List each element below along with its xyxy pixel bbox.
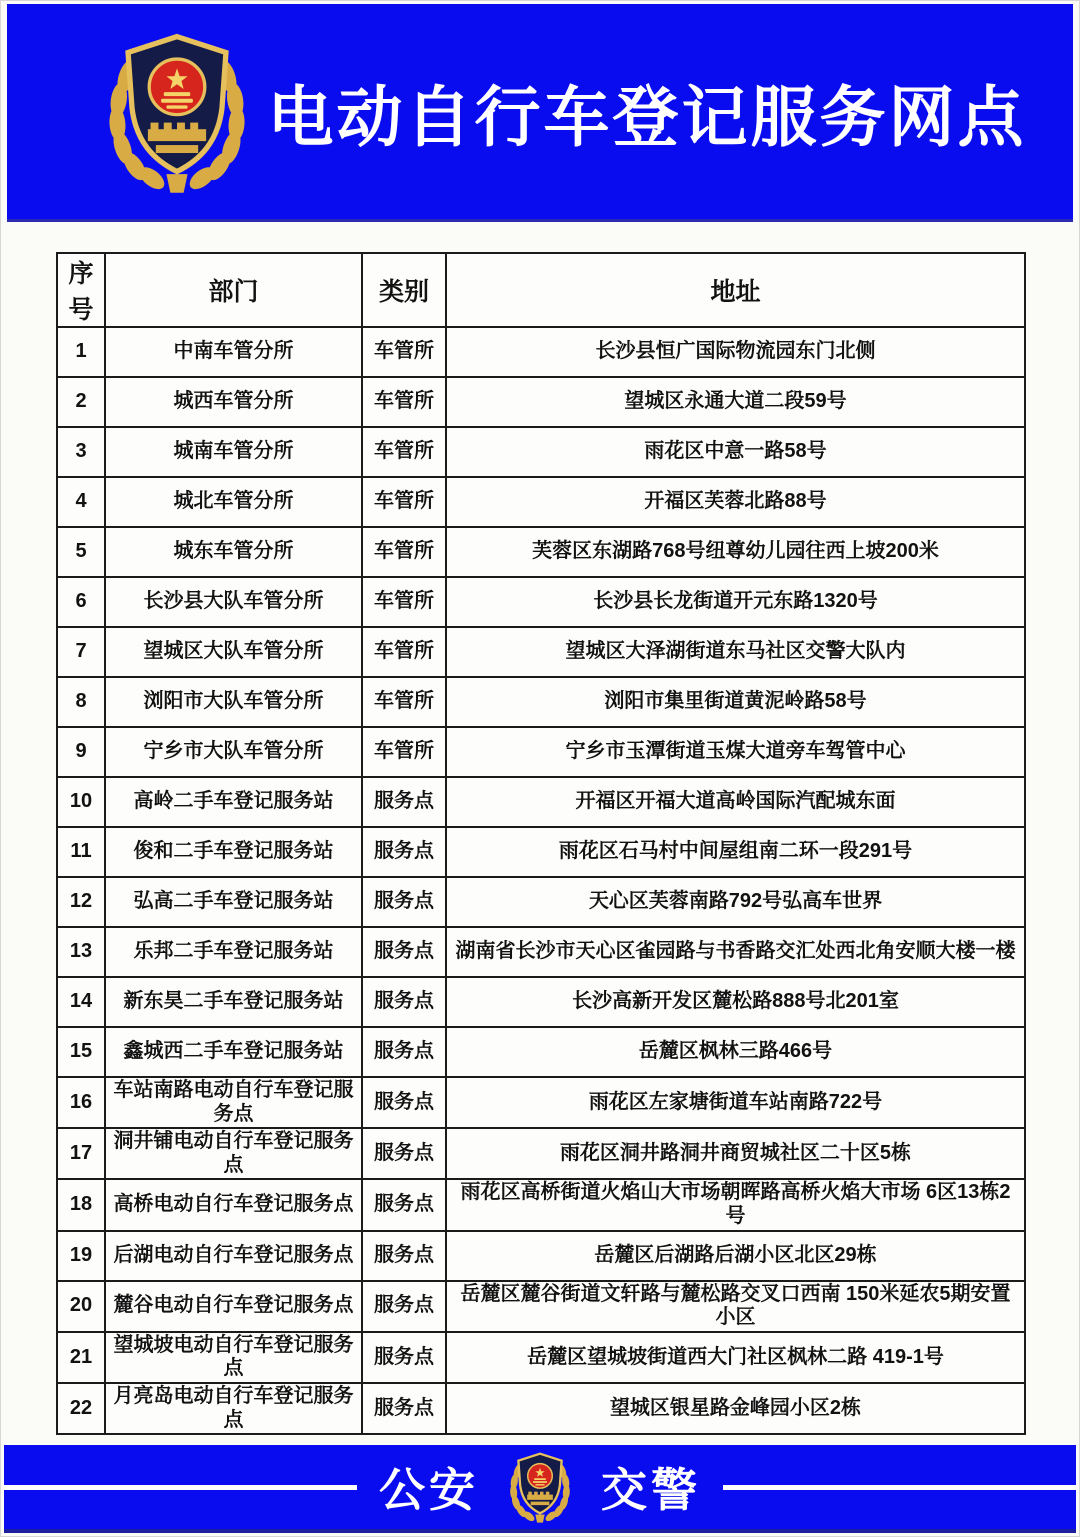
- dept-cell: 高岭二手车登记服务站: [105, 777, 362, 827]
- row-number-cell: 3: [57, 427, 105, 477]
- table-row: [57, 1231, 1025, 1281]
- category-cell: 服务点: [362, 877, 446, 927]
- category-cell: 服务点: [362, 1231, 446, 1281]
- row-number-cell: 17: [57, 1128, 105, 1179]
- row-number-cell: 5: [57, 527, 105, 577]
- category-cell: 车管所: [362, 577, 446, 627]
- address-cell: 岳麓区枫林三路466号: [446, 1027, 1025, 1077]
- category-cell: 服务点: [362, 1332, 446, 1383]
- category-cell: 服务点: [362, 1281, 446, 1332]
- dept-cell: 鑫城西二手车登记服务站: [105, 1027, 362, 1077]
- category-cell: 服务点: [362, 977, 446, 1027]
- address-cell: 雨花区左家塘街道车站南路722号: [446, 1077, 1025, 1128]
- address-cell: 雨花区高桥街道火焰山大市场朝晖路高桥火焰大市场 6区13栋2号: [446, 1179, 1025, 1230]
- table-row: [57, 1179, 1025, 1230]
- table-row: [57, 827, 1025, 877]
- header-banner: [7, 4, 1073, 222]
- service-points-table: [56, 252, 1026, 1435]
- address-cell: 湖南省长沙市天心区雀园路与书香路交汇处西北角安顺大楼一楼: [446, 927, 1025, 977]
- row-number-cell: 13: [57, 927, 105, 977]
- dept-cell: 弘高二手车登记服务站: [105, 877, 362, 927]
- dept-cell: 麓谷电动自行车登记服务点: [105, 1281, 362, 1332]
- table-body: [57, 327, 1025, 1434]
- row-number-cell: 6: [57, 577, 105, 627]
- dept-cell: 城南车管分所: [105, 427, 362, 477]
- category-cell: 车管所: [362, 377, 446, 427]
- dept-cell: 高桥电动自行车登记服务点: [105, 1179, 362, 1230]
- row-number-cell: 1: [57, 327, 105, 377]
- dept-cell: 后湖电动自行车登记服务点: [105, 1231, 362, 1281]
- category-cell: 车管所: [362, 627, 446, 677]
- dept-cell: 俊和二手车登记服务站: [105, 827, 362, 877]
- dept-cell: 新东昊二手车登记服务站: [105, 977, 362, 1027]
- col-header-category: 类别: [362, 253, 446, 327]
- address-cell: 长沙县长龙街道开元东路1320号: [446, 577, 1025, 627]
- table-row: [57, 1128, 1025, 1179]
- row-number-cell: 14: [57, 977, 105, 1027]
- category-cell: 服务点: [362, 1077, 446, 1128]
- address-cell: 岳麓区麓谷街道文轩路与麓松路交叉口西南 150米延农5期安置小区: [446, 1281, 1025, 1332]
- table-header: [57, 253, 1025, 327]
- police-badge-icon: [93, 26, 261, 198]
- footer-right-line: [723, 1485, 1076, 1490]
- dept-cell: 城北车管分所: [105, 477, 362, 527]
- category-cell: 服务点: [362, 1027, 446, 1077]
- category-cell: 服务点: [362, 827, 446, 877]
- row-number-cell: 18: [57, 1179, 105, 1230]
- footer-left-line: [4, 1485, 357, 1490]
- table-row: [57, 1383, 1025, 1434]
- category-cell: 车管所: [362, 677, 446, 727]
- address-cell: 岳麓区望城坡街道西大门社区枫林二路 419-1号: [446, 1332, 1025, 1383]
- category-cell: 服务点: [362, 927, 446, 977]
- category-cell: 服务点: [362, 1179, 446, 1230]
- address-cell: 开福区芙蓉北路88号: [446, 477, 1025, 527]
- table-row: [57, 627, 1025, 677]
- table-row: [57, 777, 1025, 827]
- address-cell: 长沙县恒广国际物流园东门北侧: [446, 327, 1025, 377]
- page-title: 电动自行车登记服务网点: [267, 80, 1027, 154]
- category-cell: 车管所: [362, 527, 446, 577]
- dept-cell: 乐邦二手车登记服务站: [105, 927, 362, 977]
- address-cell: 天心区芙蓉南路792号弘高车世界: [446, 877, 1025, 927]
- category-cell: 车管所: [362, 327, 446, 377]
- address-cell: 长沙高新开发区麓松路888号北201室: [446, 977, 1025, 1027]
- dept-cell: 中南车管分所: [105, 327, 362, 377]
- row-number-cell: 11: [57, 827, 105, 877]
- dept-cell: 望城区大队车管分所: [105, 627, 362, 677]
- category-cell: 车管所: [362, 477, 446, 527]
- category-cell: 车管所: [362, 727, 446, 777]
- dept-cell: 长沙县大队车管分所: [105, 577, 362, 627]
- row-number-cell: 15: [57, 1027, 105, 1077]
- table-row: [57, 1027, 1025, 1077]
- address-cell: 芙蓉区东湖路768号纽尊幼儿园往西上坡200米: [446, 527, 1025, 577]
- row-number-cell: 22: [57, 1383, 105, 1434]
- table-row: [57, 427, 1025, 477]
- dept-cell: 浏阳市大队车管分所: [105, 677, 362, 727]
- row-number-cell: 9: [57, 727, 105, 777]
- dept-cell: 月亮岛电动自行车登记服务点: [105, 1383, 362, 1434]
- row-number-cell: 20: [57, 1281, 105, 1332]
- address-cell: 望城区银星路金峰园小区2栋: [446, 1383, 1025, 1434]
- dept-cell: 望城坡电动自行车登记服务点: [105, 1332, 362, 1383]
- dept-cell: 城东车管分所: [105, 527, 362, 577]
- row-number-cell: 4: [57, 477, 105, 527]
- category-cell: 服务点: [362, 1128, 446, 1179]
- table-row: [57, 577, 1025, 627]
- row-number-cell: 19: [57, 1231, 105, 1281]
- address-cell: 开福区开福大道高岭国际汽配城东面: [446, 777, 1025, 827]
- row-number-cell: 21: [57, 1332, 105, 1383]
- table-row: [57, 1077, 1025, 1128]
- table-row: [57, 927, 1025, 977]
- row-number-cell: 7: [57, 627, 105, 677]
- col-header-dept: 部门: [105, 253, 362, 327]
- address-cell: 浏阳市集里街道黄泥岭路58号: [446, 677, 1025, 727]
- row-number-cell: 2: [57, 377, 105, 427]
- category-cell: 服务点: [362, 1383, 446, 1434]
- address-cell: 宁乡市玉潭街道玉煤大道旁车驾管中心: [446, 727, 1025, 777]
- table-row: [57, 1332, 1025, 1383]
- header-row: [57, 253, 1025, 327]
- footer-banner: [4, 1445, 1076, 1533]
- table-row: [57, 1281, 1025, 1332]
- footer-label-gongan: 公安: [379, 1464, 479, 1516]
- address-cell: 雨花区石马村中间屋组南二环一段291号: [446, 827, 1025, 877]
- row-number-cell: 8: [57, 677, 105, 727]
- table-row: [57, 477, 1025, 527]
- dept-cell: 城西车管分所: [105, 377, 362, 427]
- dept-cell: 宁乡市大队车管分所: [105, 727, 362, 777]
- category-cell: 服务点: [362, 777, 446, 827]
- address-cell: 望城区大泽湖街道东马社区交警大队内: [446, 627, 1025, 677]
- table-row: [57, 677, 1025, 727]
- table-row: [57, 877, 1025, 927]
- footer-label-jiaojing: 交警: [601, 1464, 701, 1516]
- police-badge-icon: [503, 1449, 577, 1525]
- col-header-no: 序号: [57, 253, 105, 327]
- category-cell: 车管所: [362, 427, 446, 477]
- address-cell: 岳麓区后湖路后湖小区北区29栋: [446, 1231, 1025, 1281]
- row-number-cell: 10: [57, 777, 105, 827]
- address-cell: 雨花区中意一路58号: [446, 427, 1025, 477]
- row-number-cell: 12: [57, 877, 105, 927]
- table-row: [57, 727, 1025, 777]
- table-row: [57, 327, 1025, 377]
- table-row: [57, 527, 1025, 577]
- service-points-table-wrap: [56, 252, 1024, 1435]
- table-row: [57, 977, 1025, 1027]
- address-cell: 雨花区洞井路洞井商贸城社区二十区5栋: [446, 1128, 1025, 1179]
- address-cell: 望城区永通大道二段59号: [446, 377, 1025, 427]
- row-number-cell: 16: [57, 1077, 105, 1128]
- table-row: [57, 377, 1025, 427]
- dept-cell: 洞井铺电动自行车登记服务点: [105, 1128, 362, 1179]
- col-header-address: 地址: [446, 253, 1025, 327]
- dept-cell: 车站南路电动自行车登记服务点: [105, 1077, 362, 1128]
